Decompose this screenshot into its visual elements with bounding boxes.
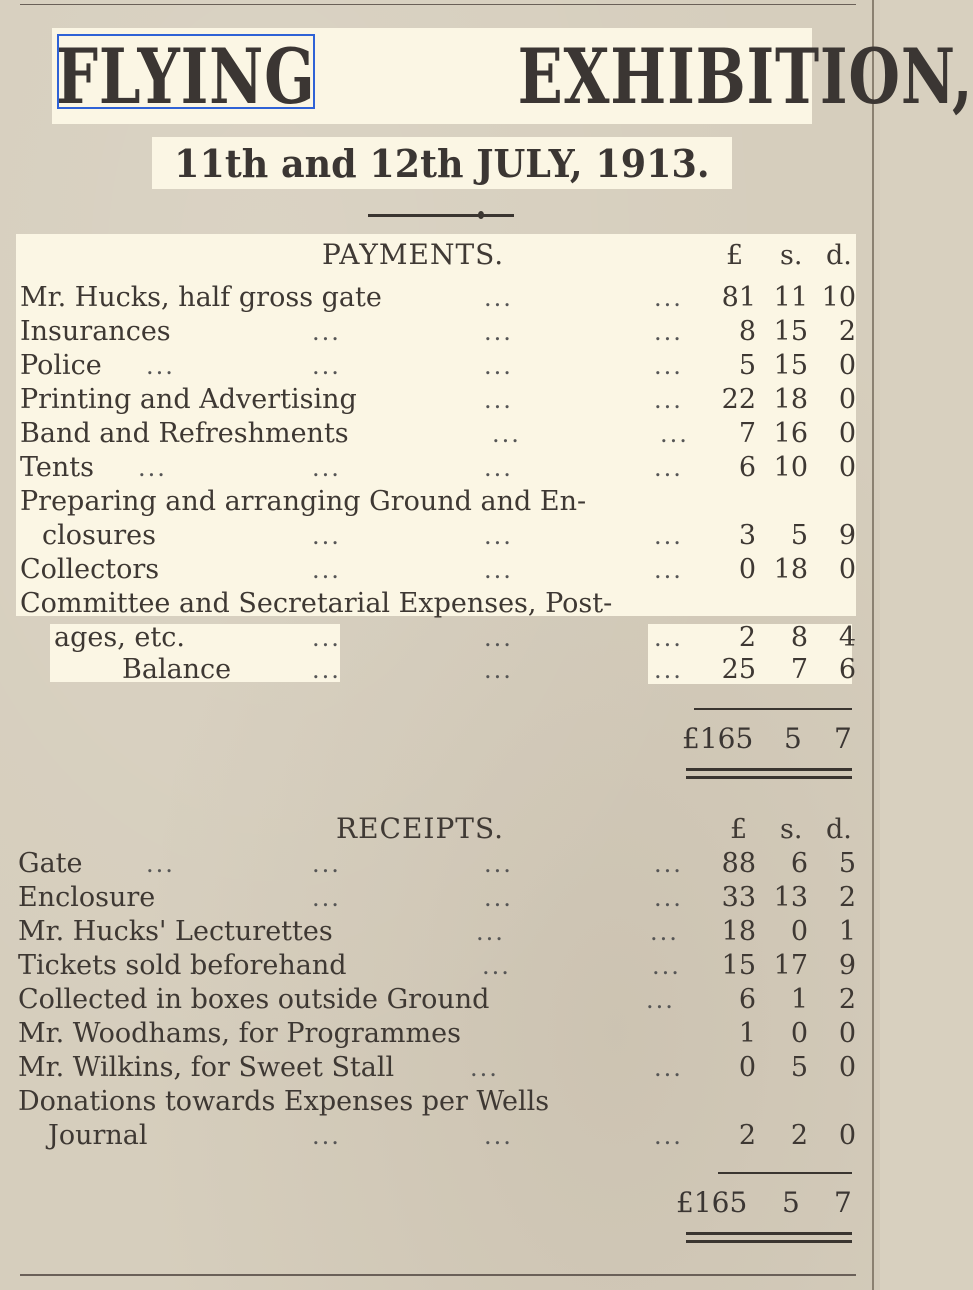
row-pounds: 81 [721,282,756,313]
leader-dots: ... [312,522,341,550]
subtitle-text: 11th and 12th JULY, 1913. [174,140,710,186]
row-label: closures [42,520,156,551]
table-row [0,316,880,350]
leader-dots: ... [484,850,513,878]
table-row [0,588,880,622]
receipts-col-pounds: £ [730,814,748,845]
table-row [0,1086,880,1120]
row-pounds: 5 [738,350,756,381]
row-shillings: 0 [790,1018,808,1049]
row-pounds: 0 [738,554,756,585]
leader-dots: ... [146,352,175,380]
leader-dots: ... [654,624,683,652]
row-shillings: 2 [790,1120,808,1151]
title-word-exhibition: EXHIBITION, [517,31,973,121]
row-label: Police [20,350,102,381]
leader-dots: ... [484,556,513,584]
leader-dots: ... [654,1054,683,1082]
row-pounds: 25 [721,654,756,685]
leader-dots: ... [312,318,341,346]
leader-dots: ... [660,420,689,448]
leader-dots: ... [484,284,513,312]
row-pence: 0 [838,350,856,381]
table-row [0,984,880,1018]
row-label: Insurances [20,316,171,347]
page-subtitle [152,137,732,189]
receipts-col-shillings: s. [780,814,803,845]
row-label: Committee and Secretarial Expenses, Post- [20,588,613,619]
payments-subtotal-rule [694,708,852,710]
bottom-rule [20,1274,856,1276]
table-row [0,916,880,950]
row-pence: 10 [821,282,856,313]
row-label: Mr. Hucks, half gross gate [20,282,382,313]
leader-dots: ... [312,352,341,380]
row-shillings: 1 [790,984,808,1015]
payments-total-pounds: £165 [682,722,754,755]
leader-dots: ... [484,318,513,346]
row-shillings: 0 [790,916,808,947]
leader-dots: ... [654,284,683,312]
leader-dots: ... [654,884,683,912]
leader-dots: ... [654,850,683,878]
row-label: Collectors [20,554,160,585]
leader-dots: ... [470,1054,499,1082]
leader-dots: ... [484,624,513,652]
row-label: Journal [48,1120,148,1151]
row-pence: 0 [838,384,856,415]
selection-box [57,34,315,109]
leader-dots: ... [138,454,167,482]
table-row [0,520,880,554]
receipts-total-pence: 7 [834,1186,852,1219]
leader-dots: ... [654,318,683,346]
row-label: Mr. Hucks' Lecturettes [18,916,333,947]
row-shillings: 7 [790,654,808,685]
row-pounds: 2 [738,1120,756,1151]
receipts-total-pounds: £165 [676,1186,748,1219]
row-shillings: 16 [773,418,808,449]
row-shillings: 18 [773,384,808,415]
leader-dots: ... [484,884,513,912]
row-label: Enclosure [18,882,156,913]
table-row [0,282,880,316]
leader-dots: ... [654,386,683,414]
row-pence: 0 [838,1052,856,1083]
receipts-total-shillings: 5 [782,1186,800,1219]
table-row [0,1120,880,1154]
row-pounds: 0 [738,1052,756,1083]
table-row [0,848,880,882]
leader-dots: ... [312,624,341,652]
row-pounds: 88 [721,848,756,879]
leader-dots: ... [484,1122,513,1150]
table-row [0,418,880,452]
row-label: Balance [122,654,232,685]
row-pence: 9 [838,950,856,981]
row-shillings: 15 [773,350,808,381]
payments-total-shillings: 5 [784,722,802,755]
receipts-total-double-rule-1 [686,1232,852,1235]
ornamental-divider [368,214,514,217]
row-pounds: 15 [721,950,756,981]
row-pounds: 22 [721,384,756,415]
row-label: Tents [20,452,94,483]
leader-dots: ... [146,850,175,878]
row-pounds: 18 [721,916,756,947]
row-shillings: 18 [773,554,808,585]
row-shillings: 5 [790,1052,808,1083]
row-pounds: 1 [738,1018,756,1049]
leader-dots: ... [654,352,683,380]
receipts-heading: RECEIPTS. [336,812,505,845]
leader-dots: ... [476,918,505,946]
payments-heading: PAYMENTS. [322,238,505,271]
leader-dots: ... [654,1122,683,1150]
leader-dots: ... [484,454,513,482]
row-pence: 4 [838,622,856,653]
row-shillings: 6 [790,848,808,879]
row-pounds: 8 [738,316,756,347]
leader-dots: ... [652,952,681,980]
row-pence: 2 [838,882,856,913]
leader-dots: ... [312,454,341,482]
table-row [0,882,880,916]
row-shillings: 11 [773,282,808,313]
table-row [0,1052,880,1086]
payments-col-pence: d. [826,240,852,271]
table-row [0,384,880,418]
leader-dots: ... [492,420,521,448]
table-row [0,654,880,688]
row-label: Mr. Woodhams, for Programmes [18,1018,461,1049]
row-pence: 5 [838,848,856,879]
row-pence: 6 [838,654,856,685]
top-rule [20,4,856,5]
payments-total-double-rule-1 [686,768,852,771]
leader-dots: ... [654,454,683,482]
leader-dots: ... [654,556,683,584]
row-shillings: 17 [773,950,808,981]
row-shillings: 10 [773,452,808,483]
payments-total-pence: 7 [834,722,852,755]
table-row [0,950,880,984]
table-row [0,554,880,588]
leader-dots: ... [654,522,683,550]
row-pounds: 6 [738,984,756,1015]
leader-dots: ... [312,884,341,912]
row-label: Mr. Wilkins, for Sweet Stall [18,1052,395,1083]
row-pence: 0 [838,452,856,483]
receipts-subtotal-rule [718,1172,852,1174]
row-shillings: 8 [790,622,808,653]
table-row [0,486,880,520]
row-pounds: 3 [738,520,756,551]
leader-dots: ... [484,352,513,380]
row-label: Printing and Advertising [20,384,357,415]
row-pence: 0 [838,1120,856,1151]
row-shillings: 15 [773,316,808,347]
row-label: ages, etc. [54,622,185,653]
row-pence: 0 [838,554,856,585]
table-row [0,1018,880,1052]
receipts-total-double-rule-2 [686,1240,852,1243]
row-pence: 0 [838,418,856,449]
row-shillings: 13 [773,882,808,913]
title-word-flying[interactable]: FLYING [56,31,316,121]
row-pence: 1 [838,916,856,947]
row-pence: 0 [838,1018,856,1049]
leader-dots: ... [484,656,513,684]
leader-dots: ... [484,522,513,550]
receipts-col-pence: d. [826,814,852,845]
row-pounds: 2 [738,622,756,653]
row-pence: 2 [838,316,856,347]
leader-dots: ... [646,986,675,1014]
leader-dots: ... [312,850,341,878]
row-pence: 9 [838,520,856,551]
row-label: Tickets sold beforehand [18,950,347,981]
table-row [0,452,880,486]
row-pounds: 7 [738,418,756,449]
leader-dots: ... [312,1122,341,1150]
row-label: Gate [18,848,83,879]
row-pounds: 6 [738,452,756,483]
leader-dots: ... [312,556,341,584]
leader-dots: ... [312,656,341,684]
leader-dots: ... [654,656,683,684]
row-label: Donations towards Expenses per Wells [18,1086,550,1117]
row-label: Collected in boxes outside Ground [18,984,490,1015]
leader-dots: ... [650,918,679,946]
table-row [0,622,880,656]
leader-dots: ... [482,952,511,980]
row-shillings: 5 [790,520,808,551]
row-label: Preparing and arranging Ground and En- [20,486,587,517]
payments-col-pounds: £ [726,240,744,271]
row-pence: 2 [838,984,856,1015]
row-pounds: 33 [721,882,756,913]
payments-col-shillings: s. [780,240,803,271]
payments-total-double-rule-2 [686,776,852,779]
leader-dots: ... [484,386,513,414]
table-row [0,350,880,384]
row-label: Band and Refreshments [20,418,349,449]
